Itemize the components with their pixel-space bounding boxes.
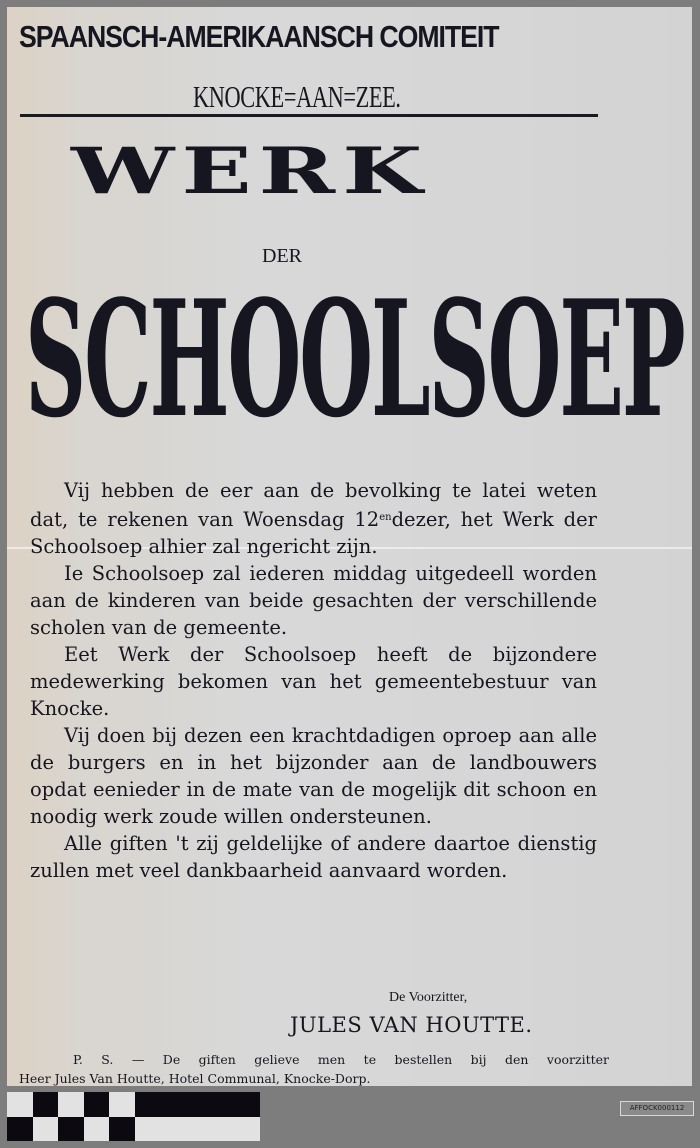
- committee-header: SPAANSCH-AMERIKAANSCH COMITEIT: [19, 19, 499, 54]
- calibration-cell: [135, 1092, 261, 1117]
- calibration-cell: [33, 1117, 59, 1142]
- location-subheader: KNOCKE=AAN=ZEE.: [193, 79, 401, 114]
- calibration-cell: [7, 1117, 33, 1142]
- paragraph-1-text-cont: dezer, het Werk der Schoolsoep alhier zal ngericht zijn.: [30, 508, 597, 558]
- paragraph-4: Vij doen bij dezen een krachtdadigen oproep aan alle de burgers en in het bijzonder aan de landbouwers opdat eenieder in de mate van de mogelijk dit schoon en noodig werk zoude willen ondersteunen.: [30, 724, 597, 828]
- calibration-cell: [58, 1117, 84, 1142]
- calibration-cell: [109, 1117, 135, 1142]
- title-werk: WERK: [71, 134, 430, 209]
- title-schoolsoep: SCHOOLSOEP: [25, 265, 684, 453]
- paragraph-3: Eet Werk der Schoolsoep heeft de bijzondere medewerking bekomen van het gemeentebestuur van Knocke.: [30, 643, 597, 720]
- calibration-cell: [7, 1092, 33, 1117]
- postscript-line-2: Heer Jules Van Houtte, Hotel Communal, Knocke-Dorp.: [19, 1071, 371, 1086]
- calibration-cell: [33, 1092, 59, 1117]
- calibration-cell: [84, 1092, 110, 1117]
- paragraph-1: [30, 477, 597, 560]
- color-calibration-strip: [7, 1092, 260, 1141]
- title-der: DER: [262, 245, 302, 267]
- paragraph-1-text: Vij hebben de eer aan de bevolking te latei weten dat, te rekenen van Woensdag 12: [30, 479, 597, 531]
- calibration-cell: [58, 1092, 84, 1117]
- postscript-line-1: P. S. — De giften gelieve men te bestellen bij den voorzitter: [73, 1052, 609, 1067]
- announcement-body: [30, 477, 597, 884]
- paragraph-5: Alle giften 't zij geldelijke of andere daartoe dienstig zullen met veel dankbaarheid aanvaard worden.: [30, 832, 597, 882]
- poster-sheet: [7, 7, 692, 1086]
- calibration-cell: [135, 1117, 261, 1142]
- postscript: [19, 1050, 609, 1088]
- calibration-cell: [109, 1092, 135, 1117]
- calibration-cell: [84, 1117, 110, 1142]
- signature-label: De Voorzitter,: [389, 990, 468, 1005]
- paragraph-2: Ie Schoolsoep zal iederen middag uitgedeell worden aan de kinderen van beide gesachten der verschillende scholen van de gemeente.: [30, 562, 597, 639]
- signature-name: JULES VAN HOUTTE.: [290, 1013, 533, 1037]
- header-rule: [20, 114, 598, 117]
- ordinal-suffix: en: [379, 512, 392, 523]
- archive-id-label: AFFOCK000112: [620, 1101, 694, 1116]
